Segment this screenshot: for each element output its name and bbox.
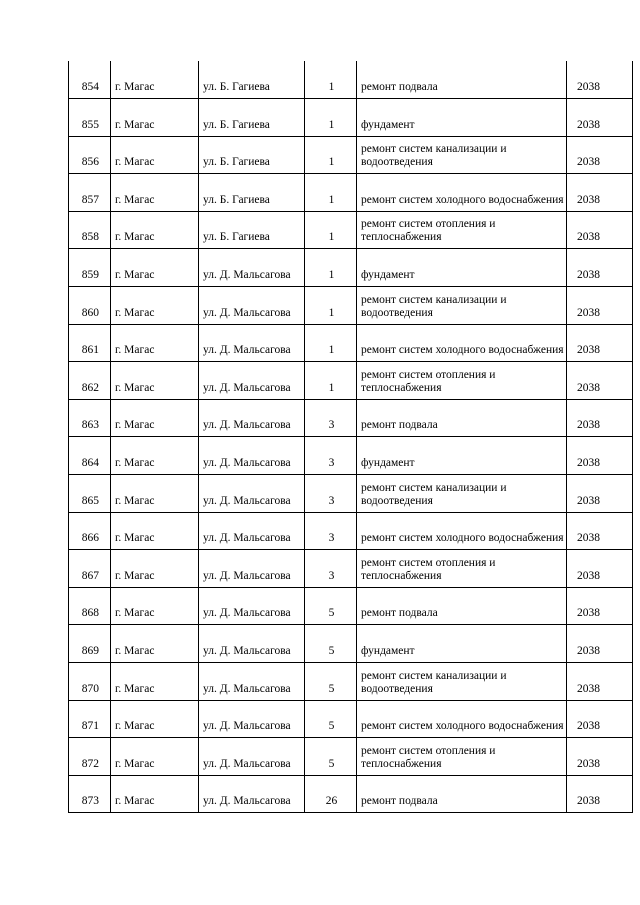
city-cell: г. Магас [111, 738, 199, 776]
row-number-cell: 857 [69, 174, 111, 212]
table-row [69, 249, 633, 287]
work-type-cell: ремонт систем холодного водоснабжения [357, 512, 567, 550]
work-type-cell: ремонт систем канализации и водоотведения [357, 663, 567, 701]
street-cell: ул. Д. Мальсагова [199, 475, 305, 513]
work-type-cell: ремонт подвала [357, 587, 567, 625]
year-cell: 2038 [567, 136, 633, 174]
year-cell: 2038 [567, 550, 633, 588]
year-cell: 2038 [567, 61, 633, 99]
table-row [69, 700, 633, 738]
street-cell: ул. Д. Мальсагова [199, 587, 305, 625]
table-row [69, 550, 633, 588]
row-number-cell: 871 [69, 700, 111, 738]
row-number-cell: 858 [69, 211, 111, 249]
street-cell: ул. Д. Мальсагова [199, 399, 305, 437]
city-cell: г. Магас [111, 512, 199, 550]
city-cell: г. Магас [111, 174, 199, 212]
city-cell: г. Магас [111, 399, 199, 437]
work-type-cell: ремонт подвала [357, 399, 567, 437]
house-number-cell: 1 [305, 362, 357, 400]
city-cell: г. Магас [111, 587, 199, 625]
city-cell: г. Магас [111, 211, 199, 249]
work-type-cell: ремонт подвала [357, 775, 567, 813]
house-number-cell: 5 [305, 738, 357, 776]
work-type-cell: ремонт систем отопления и теплоснабжения [357, 211, 567, 249]
house-number-cell: 5 [305, 700, 357, 738]
work-type-cell: ремонт систем холодного водоснабжения [357, 174, 567, 212]
work-type-cell: ремонт систем холодного водоснабжения [357, 324, 567, 362]
year-cell: 2038 [567, 512, 633, 550]
work-type-cell: ремонт систем отопления и теплоснабжения [357, 362, 567, 400]
city-cell: г. Магас [111, 362, 199, 400]
row-number-cell: 864 [69, 437, 111, 475]
year-cell: 2038 [567, 211, 633, 249]
row-number-cell: 861 [69, 324, 111, 362]
street-cell: ул. Д. Мальсагова [199, 287, 305, 325]
street-cell: ул. Д. Мальсагова [199, 249, 305, 287]
table-row [69, 437, 633, 475]
row-number-cell: 862 [69, 362, 111, 400]
house-number-cell: 5 [305, 625, 357, 663]
year-cell: 2038 [567, 738, 633, 776]
year-cell: 2038 [567, 362, 633, 400]
table-row [69, 211, 633, 249]
row-number-cell: 870 [69, 663, 111, 701]
row-number-cell: 856 [69, 136, 111, 174]
street-cell: ул. Д. Мальсагова [199, 738, 305, 776]
city-cell: г. Магас [111, 136, 199, 174]
city-cell: г. Магас [111, 550, 199, 588]
city-cell: г. Магас [111, 61, 199, 99]
table-row [69, 587, 633, 625]
city-cell: г. Магас [111, 249, 199, 287]
work-type-cell: ремонт систем канализации и водоотведения [357, 136, 567, 174]
house-number-cell: 1 [305, 174, 357, 212]
row-number-cell: 867 [69, 550, 111, 588]
house-number-cell: 5 [305, 663, 357, 701]
year-cell: 2038 [567, 174, 633, 212]
city-cell: г. Магас [111, 287, 199, 325]
year-cell: 2038 [567, 625, 633, 663]
table-row [69, 775, 633, 813]
work-type-cell: ремонт систем отопления и теплоснабжения [357, 550, 567, 588]
year-cell: 2038 [567, 99, 633, 137]
row-number-cell: 869 [69, 625, 111, 663]
house-number-cell: 1 [305, 324, 357, 362]
row-number-cell: 855 [69, 99, 111, 137]
work-type-cell: ремонт систем канализации и водоотведения [357, 287, 567, 325]
table-body [69, 61, 633, 813]
house-number-cell: 3 [305, 399, 357, 437]
table-row [69, 174, 633, 212]
street-cell: ул. Д. Мальсагова [199, 324, 305, 362]
year-cell: 2038 [567, 587, 633, 625]
row-number-cell: 863 [69, 399, 111, 437]
table-row [69, 324, 633, 362]
table-row [69, 287, 633, 325]
row-number-cell: 868 [69, 587, 111, 625]
row-number-cell: 854 [69, 61, 111, 99]
house-number-cell: 1 [305, 287, 357, 325]
street-cell: ул. Д. Мальсагова [199, 663, 305, 701]
row-number-cell: 860 [69, 287, 111, 325]
house-number-cell: 1 [305, 61, 357, 99]
street-cell: ул. Б. Гагиева [199, 174, 305, 212]
table-row [69, 399, 633, 437]
row-number-cell: 859 [69, 249, 111, 287]
table-row [69, 99, 633, 137]
city-cell: г. Магас [111, 437, 199, 475]
table-row [69, 512, 633, 550]
house-number-cell: 1 [305, 211, 357, 249]
row-number-cell: 872 [69, 738, 111, 776]
street-cell: ул. Д. Мальсагова [199, 700, 305, 738]
work-type-cell: фундамент [357, 99, 567, 137]
house-number-cell: 3 [305, 437, 357, 475]
table-row [69, 362, 633, 400]
street-cell: ул. Д. Мальсагова [199, 437, 305, 475]
house-number-cell: 26 [305, 775, 357, 813]
year-cell: 2038 [567, 399, 633, 437]
work-type-cell: ремонт систем канализации и водоотведения [357, 475, 567, 513]
work-type-cell: фундамент [357, 625, 567, 663]
house-number-cell: 3 [305, 475, 357, 513]
city-cell: г. Магас [111, 775, 199, 813]
row-number-cell: 866 [69, 512, 111, 550]
table-row [69, 625, 633, 663]
work-type-cell: ремонт систем отопления и теплоснабжения [357, 738, 567, 776]
house-number-cell: 3 [305, 512, 357, 550]
street-cell: ул. Б. Гагиева [199, 211, 305, 249]
year-cell: 2038 [567, 475, 633, 513]
city-cell: г. Магас [111, 663, 199, 701]
street-cell: ул. Д. Мальсагова [199, 512, 305, 550]
house-number-cell: 1 [305, 249, 357, 287]
repair-schedule-table [68, 61, 633, 813]
work-type-cell: ремонт подвала [357, 61, 567, 99]
street-cell: ул. Д. Мальсагова [199, 362, 305, 400]
row-number-cell: 873 [69, 775, 111, 813]
city-cell: г. Магас [111, 475, 199, 513]
row-number-cell: 865 [69, 475, 111, 513]
table-row [69, 663, 633, 701]
year-cell: 2038 [567, 775, 633, 813]
house-number-cell: 3 [305, 550, 357, 588]
year-cell: 2038 [567, 324, 633, 362]
city-cell: г. Магас [111, 625, 199, 663]
city-cell: г. Магас [111, 324, 199, 362]
work-type-cell: фундамент [357, 249, 567, 287]
house-number-cell: 5 [305, 587, 357, 625]
street-cell: ул. Д. Мальсагова [199, 625, 305, 663]
table-row [69, 738, 633, 776]
document-page [68, 61, 632, 813]
street-cell: ул. Д. Мальсагова [199, 775, 305, 813]
year-cell: 2038 [567, 249, 633, 287]
table-row [69, 61, 633, 99]
house-number-cell: 1 [305, 136, 357, 174]
street-cell: ул. Б. Гагиева [199, 136, 305, 174]
year-cell: 2038 [567, 663, 633, 701]
work-type-cell: фундамент [357, 437, 567, 475]
year-cell: 2038 [567, 437, 633, 475]
city-cell: г. Магас [111, 99, 199, 137]
city-cell: г. Магас [111, 700, 199, 738]
house-number-cell: 1 [305, 99, 357, 137]
year-cell: 2038 [567, 700, 633, 738]
street-cell: ул. Д. Мальсагова [199, 550, 305, 588]
work-type-cell: ремонт систем холодного водоснабжения [357, 700, 567, 738]
street-cell: ул. Б. Гагиева [199, 61, 305, 99]
street-cell: ул. Б. Гагиева [199, 99, 305, 137]
year-cell: 2038 [567, 287, 633, 325]
table-row [69, 475, 633, 513]
table-row [69, 136, 633, 174]
